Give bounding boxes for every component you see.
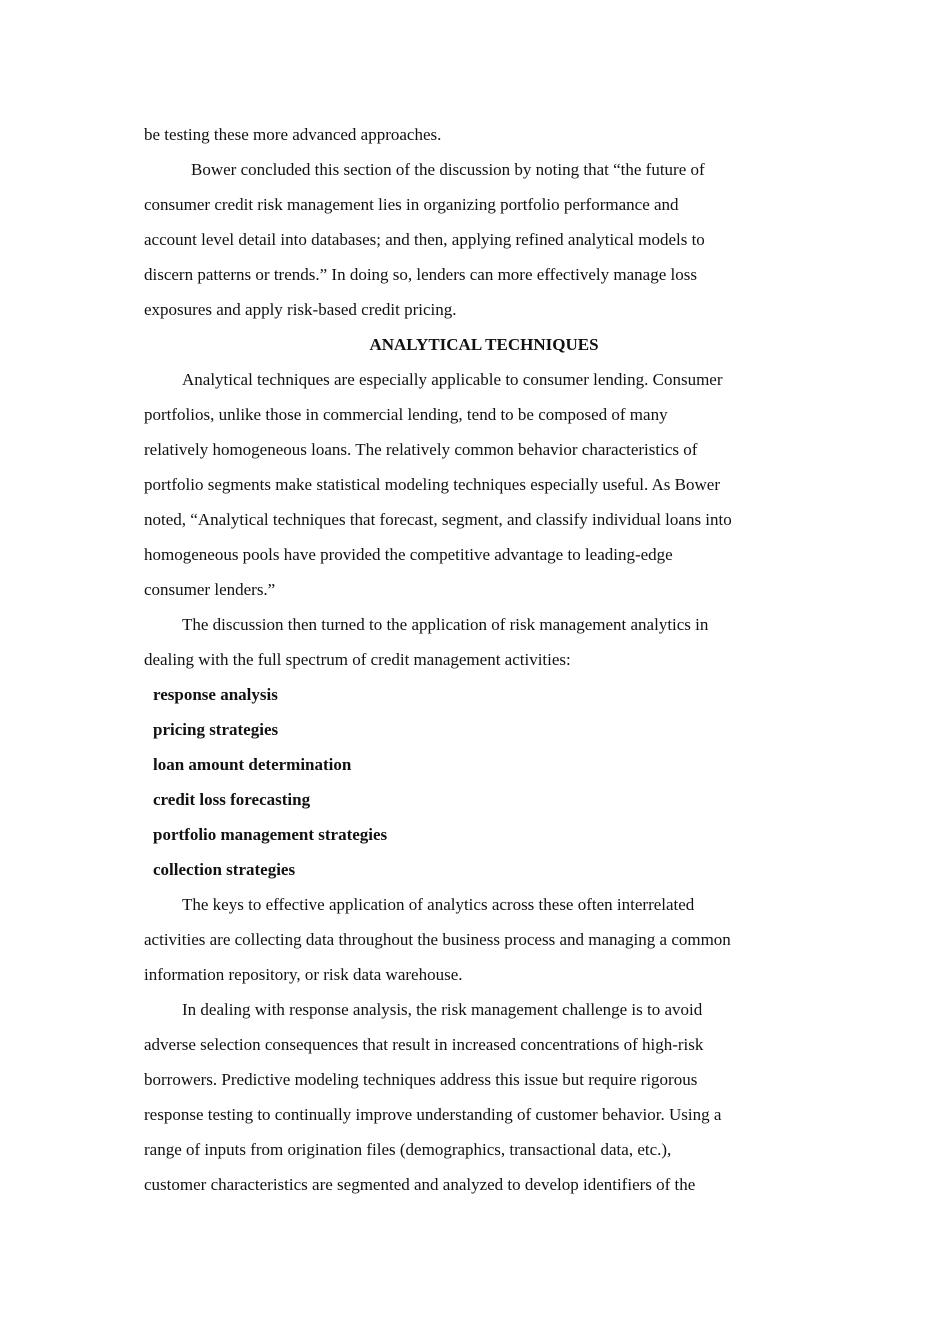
paragraph-line: consumer credit risk management lies in organizing portfolio performance and — [144, 195, 679, 214]
list-item: response analysis — [153, 685, 278, 704]
paragraph-line: In dealing with response analysis, the risk management challenge is to avoid — [182, 1000, 703, 1019]
section-heading: ANALYTICAL TECHNIQUES — [369, 335, 599, 354]
activities-list — [144, 677, 824, 887]
list-item: portfolio management strategies — [153, 825, 388, 844]
intro-line: be testing these more advanced approaches. — [144, 125, 442, 144]
paragraph-line: portfolio segments make statistical modeling techniques especially useful. As Bower — [144, 475, 720, 494]
paragraph-line: adverse selection consequences that result in increased concentrations of high-risk — [144, 1035, 704, 1054]
paragraph-line: account level detail into databases; and then, applying refined analytical models to — [144, 230, 705, 249]
paragraph-line: dealing with the full spectrum of credit management activities: — [144, 650, 571, 669]
paragraph-line: The keys to effective application of analytics across these often interrelated — [182, 895, 695, 914]
paragraph-line: Analytical techniques are especially applicable to consumer lending. Consumer — [182, 370, 723, 389]
list-item: collection strategies — [153, 860, 296, 879]
paragraph-line: relatively homogeneous loans. The relatively common behavior characteristics of — [144, 440, 698, 459]
paragraph-response — [144, 992, 824, 1202]
paragraph-line: borrowers. Predictive modeling techniques address this issue but require rigorous — [144, 1070, 698, 1089]
paragraph-line: discern patterns or trends.” In doing so, lenders can more effectively manage loss — [144, 265, 697, 284]
paragraph-bower — [144, 152, 824, 327]
paragraph-discussion — [144, 607, 824, 677]
paragraph-line: consumer lenders.” — [144, 580, 276, 599]
document-page — [144, 117, 824, 1202]
paragraph-line: noted, “Analytical techniques that forecast, segment, and classify individual loans into — [144, 510, 732, 529]
paragraph-analytical — [144, 362, 824, 607]
paragraph-line: homogeneous pools have provided the competitive advantage to leading-edge — [144, 545, 673, 564]
list-item: pricing strategies — [153, 720, 279, 739]
paragraph-keys — [144, 887, 824, 992]
list-item: credit loss forecasting — [153, 790, 311, 809]
paragraph-line: exposures and apply risk-based credit pricing. — [144, 300, 457, 319]
list-item: loan amount determination — [153, 755, 352, 774]
paragraph-line: Bower concluded this section of the discussion by noting that “the future of — [191, 160, 705, 179]
paragraph-line: information repository, or risk data warehouse. — [144, 965, 463, 984]
paragraph-line: activities are collecting data throughout the business process and managing a common — [144, 930, 731, 949]
paragraph-line: customer characteristics are segmented and analyzed to develop identifiers of the — [144, 1175, 696, 1194]
paragraph-line: range of inputs from origination files (demographics, transactional data, etc.), — [144, 1140, 672, 1159]
paragraph-line: response testing to continually improve understanding of customer behavior. Using a — [144, 1105, 722, 1124]
paragraph-line: portfolios, unlike those in commercial lending, tend to be composed of many — [144, 405, 668, 424]
paragraph-line: The discussion then turned to the application of risk management analytics in — [182, 615, 709, 634]
